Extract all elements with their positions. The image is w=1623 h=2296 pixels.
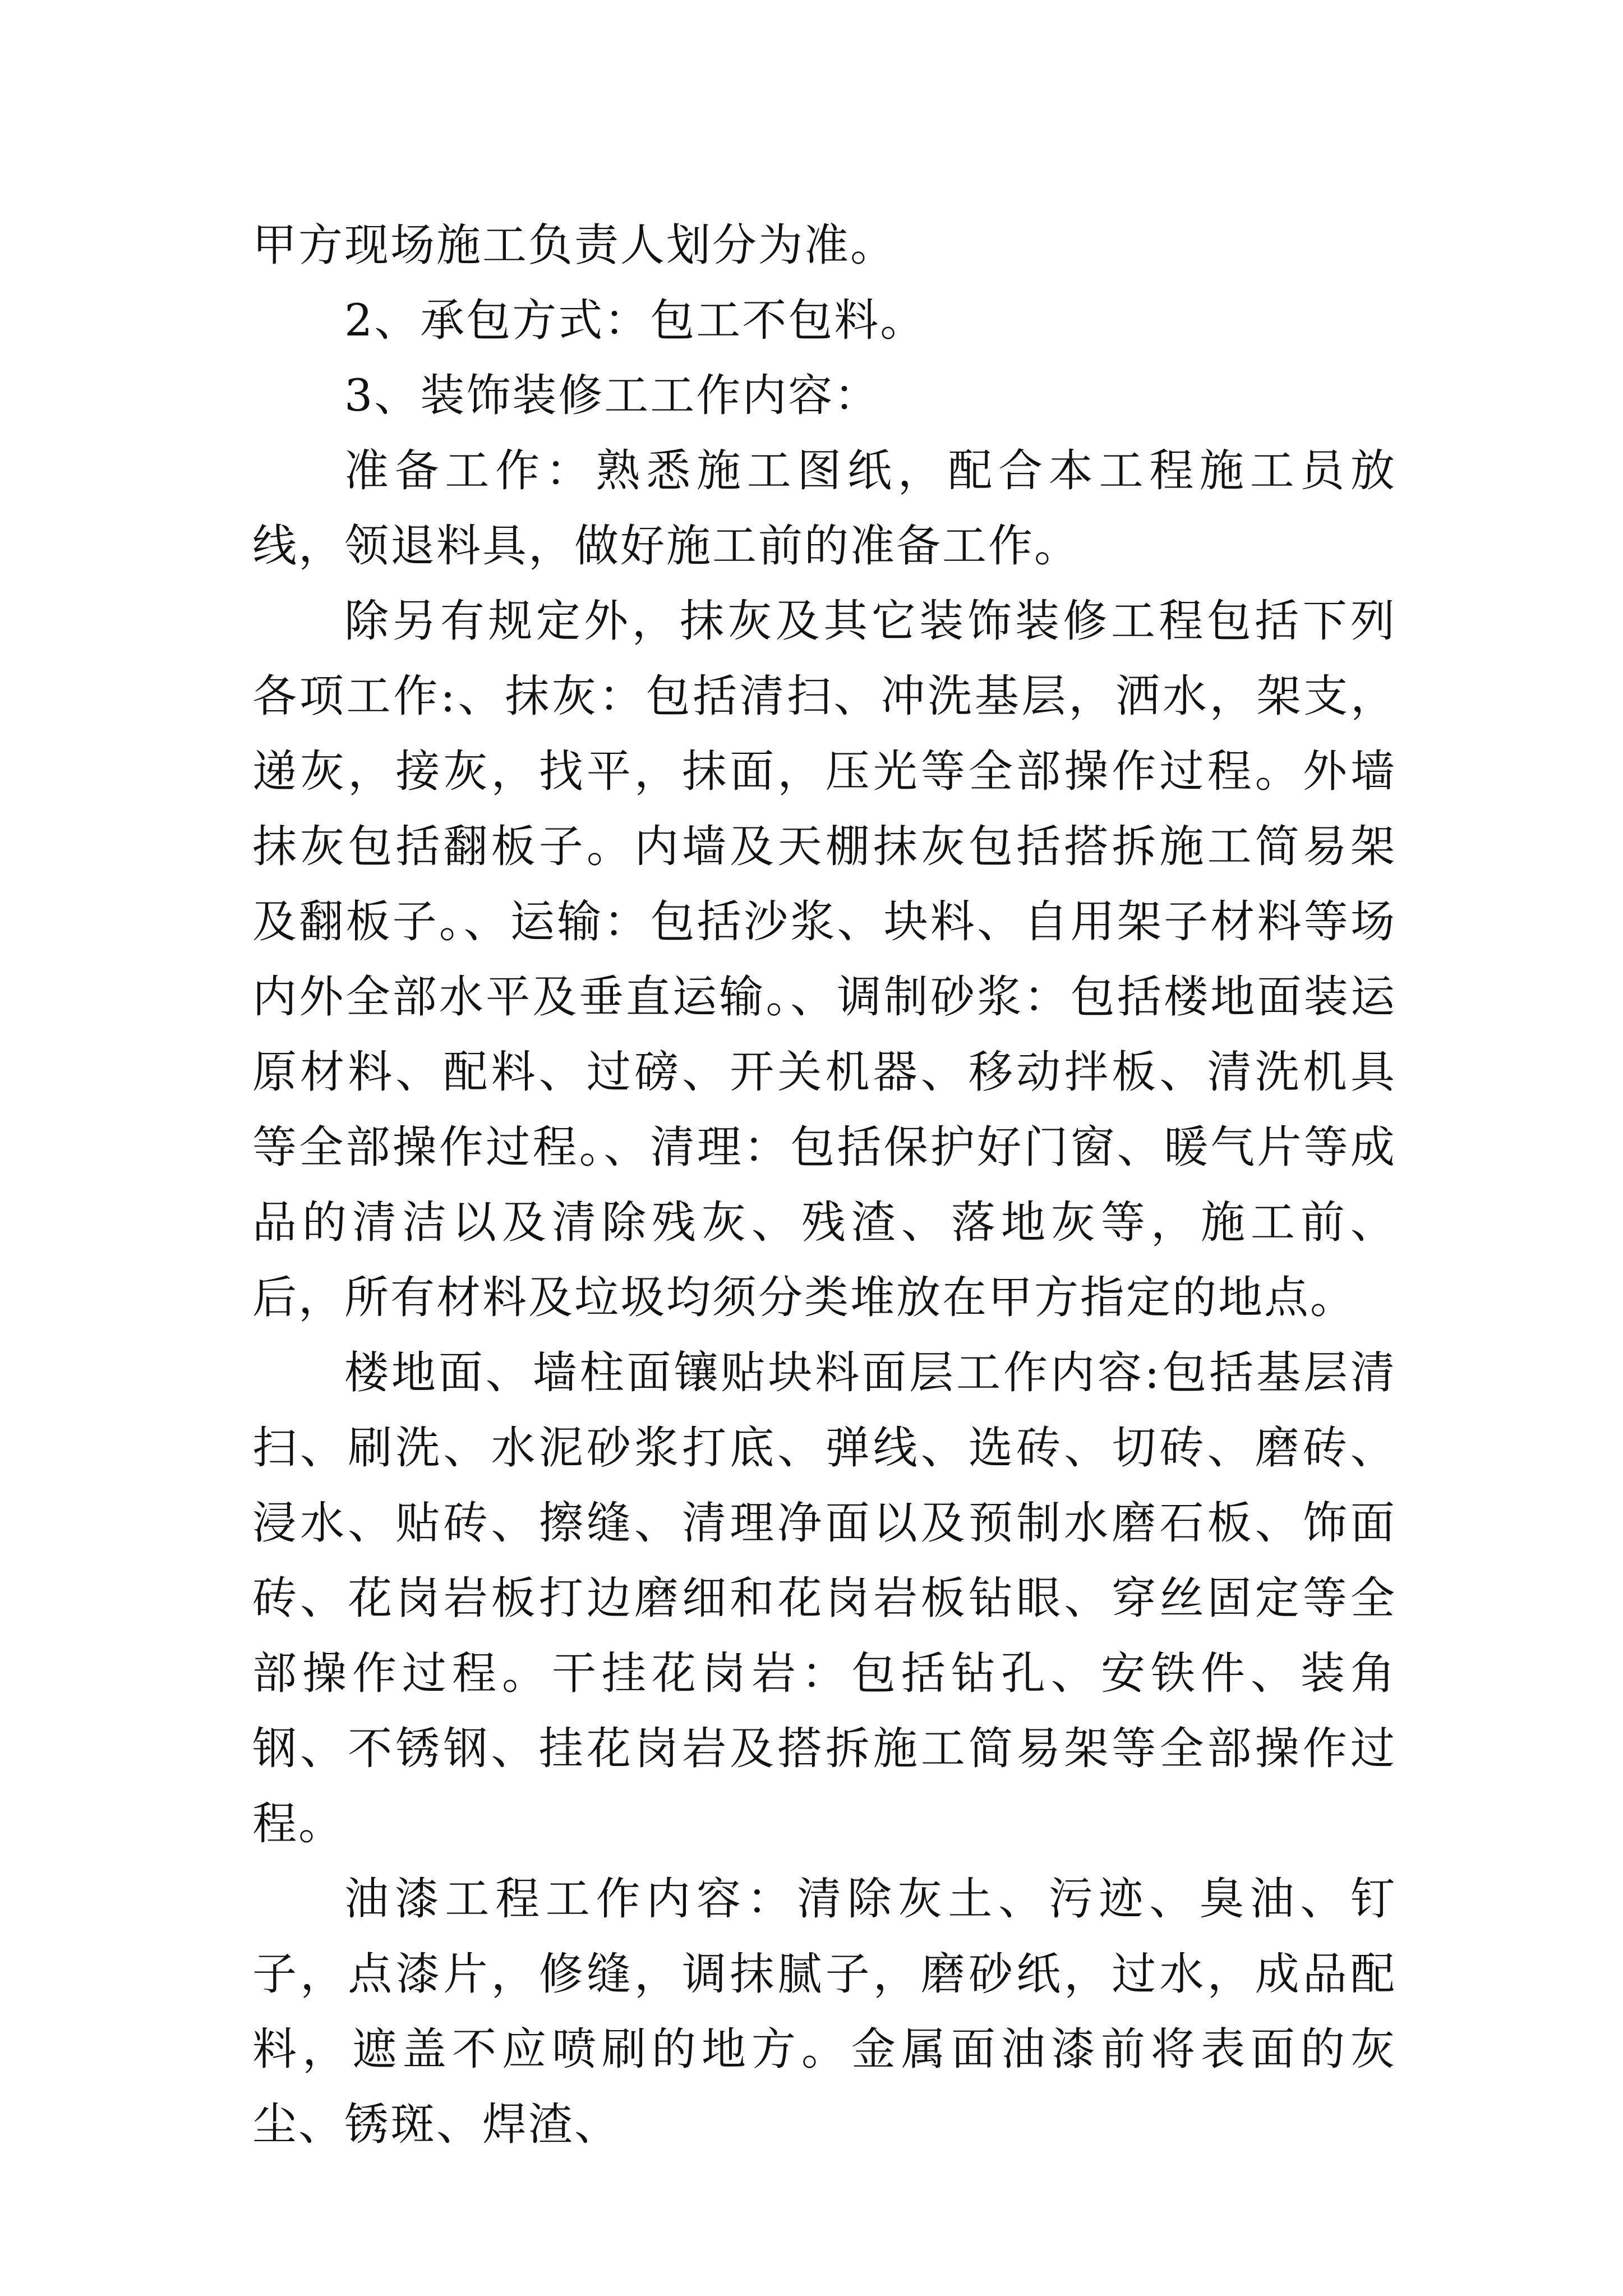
document-body <box>252 208 1396 2162</box>
paragraph-tiling: 楼地面、墙柱面镶贴块料面层工作内容:包括基层清扫、刷洗、水泥砂浆打底、弹线、选砖、切砖、磨砖、浸水、贴砖、擦缝、清理净面以及预制水磨石板、饰面砖、花岗岩板打边磨细和花岗岩板钻眼、穿丝固定等全部操作过程。干挂花岗岩：包括钻孔、安铁件、装角钢、不锈钢、挂花岗岩及搭拆施工简易架等全部操作过程。 <box>252 1347 1396 1849</box>
paragraph-plastering: 除另有规定外，抹灰及其它装饰装修工程包括下列各项工作:、抹灰：包括清扫、冲洗基层，洒水，架支，递灰，接灰，找平，抹面，压光等全部操作过程。外墙抹灰包括翻板子。内墙及天棚抹灰包括搭拆施工简易架及翻板子。、运输：包括沙浆、块料、自用架子材料等场内外全部水平及垂直运输。、调制砂浆：包括楼地面装运原材料、配料、过磅、开关机器、移动拌板、清洗机具等全部操作过程。、清理：包括保护好门窗、暖气片等成品的清洁以及清除残灰、残渣、落地灰等，施工前、后，所有材料及垃圾均须分类堆放在甲方指定的地点。 <box>252 595 1396 1323</box>
paragraph-contract-method: 2、承包方式：包工不包料。 <box>344 295 926 346</box>
paragraph-continuation: 甲方现场施工负责人划分为准。 <box>252 219 896 271</box>
paragraph-work-content-heading: 3、装饰装修工工作内容： <box>344 370 880 421</box>
paragraph-painting: 油漆工程工作内容：清除灰土、污迹、臭油、钉子，点漆片，修缝，调抹腻子，磨砂纸，过水，成品配料，遮盖不应喷刷的地方。金属面油漆前将表面的灰尘、锈斑、焊渣、 <box>252 1873 1396 2150</box>
paragraph-preparation: 准备工作：熟悉施工图纸，配合本工程施工员放线，领退料具，做好施工前的准备工作。 <box>252 445 1396 572</box>
